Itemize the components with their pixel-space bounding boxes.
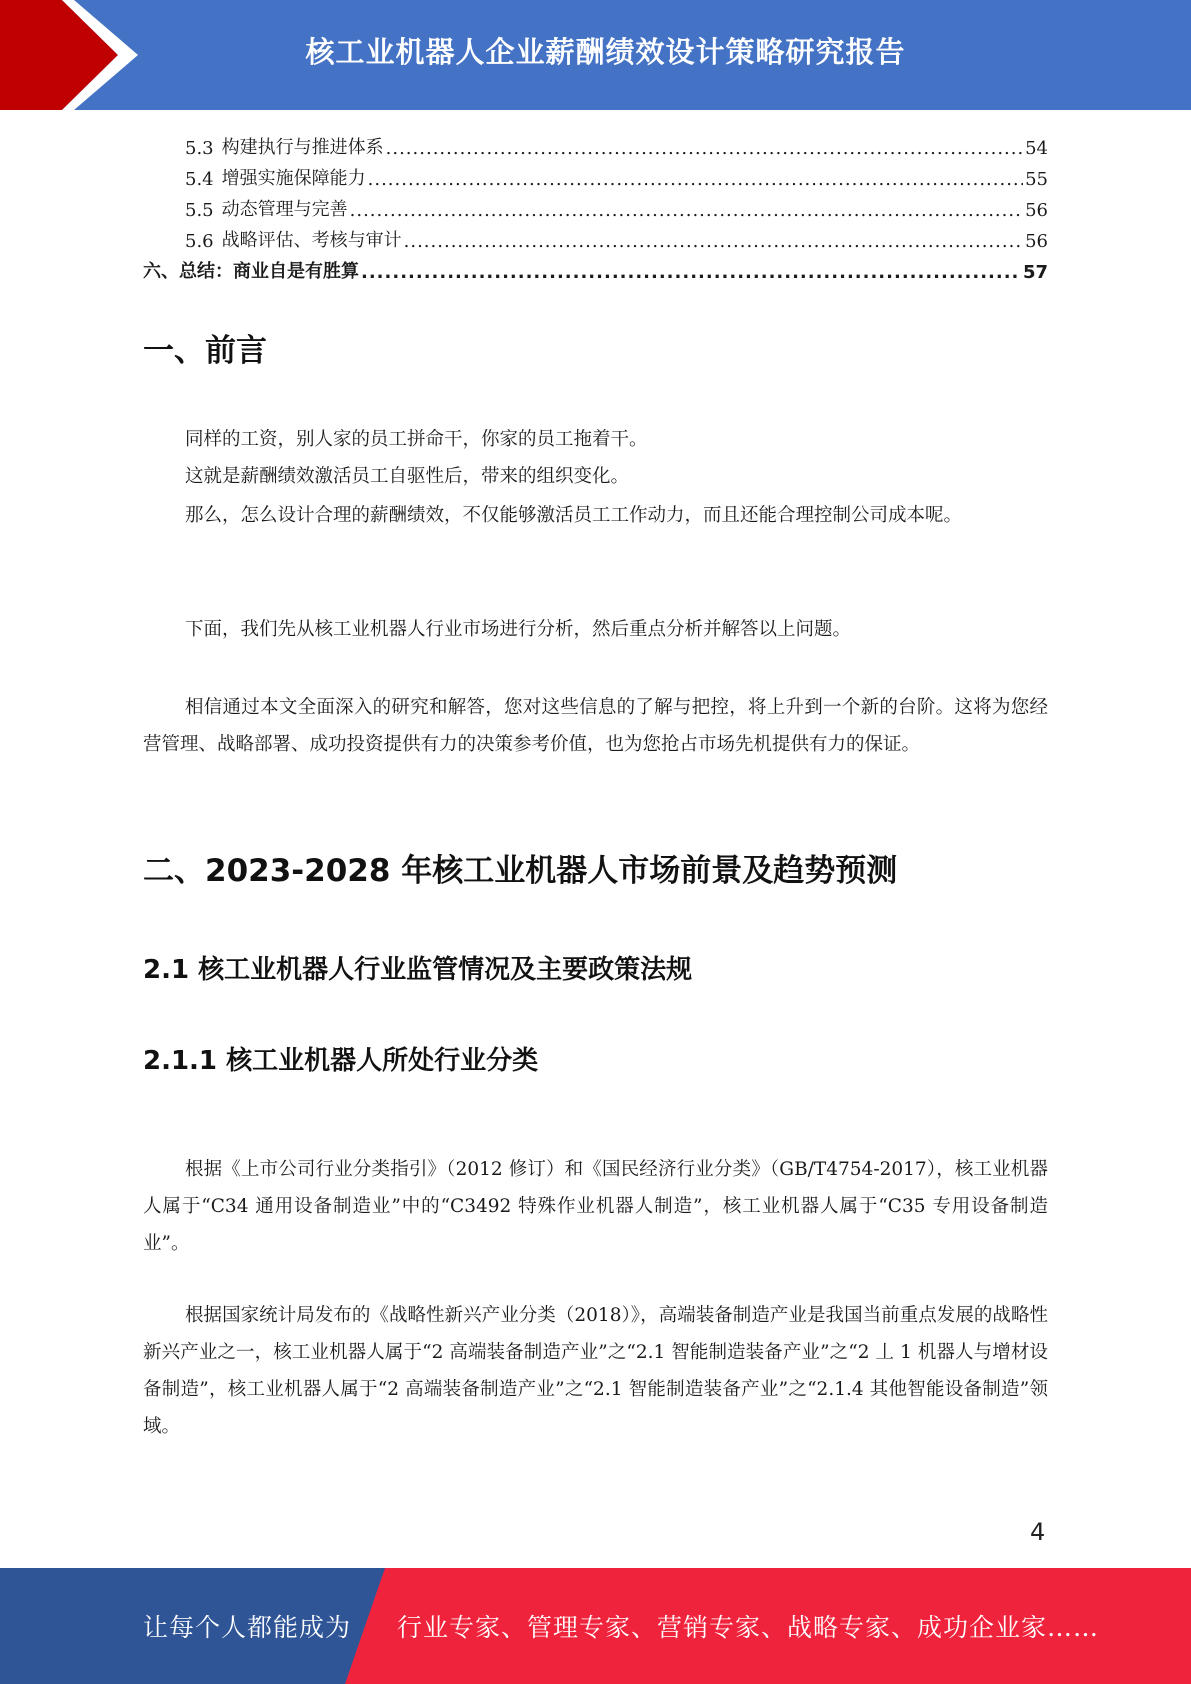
preface-paragraph: 这就是薪酬绩效激活员工自驱性后，带来的组织变化。: [185, 466, 630, 487]
forecast-heading: 二、2023-2028 年核工业机器人市场前景及趋势预测: [143, 853, 898, 889]
toc-item-label: 动态管理与完善: [221, 199, 348, 220]
toc-item[interactable]: [143, 159, 1048, 190]
preface-heading: 一、前言: [143, 333, 267, 369]
toc-item[interactable]: [143, 128, 1048, 159]
toc-item-page: 54: [1025, 138, 1048, 159]
toc-item-label: 增强实施保障能力: [221, 168, 366, 189]
toc-item-label: 战略评估、考核与审计: [221, 230, 402, 251]
preface-paragraph: 相信通过本文全面深入的研究和解答，您对这些信息的了解与把控，将上升到一个新的台阶。这将为您经营管理、战略部署、成功投资提供有力的决策参考价值，也为您抢占市场先机提供有力的保证。: [143, 697, 1048, 755]
classification-paragraph: 根据国家统计局发布的《战略性新兴产业分类（2018）》，高端装备制造产业是我国当前重点发展的战略性新兴产业之一，核工业机器人属于“2 高端装备制造产业”之“2.1 智能制造装备产业”之“2 丄 1 机器人与增材设备制造”，核工业机器人属于“2 高端装备制造产业”之“2.1 智能制造装备产业”之“2.1.4 其他智能设备制造”领域。: [143, 1305, 1048, 1437]
classification-paragraph: 根据《上市公司行业分类指引》（2012 修订）和《国民经济行业分类》（GB/T4754-2017），核工业机器人属于“C34 通用设备制造业”中的“C3492 特殊作业机器人制造”，核工业机器人属于“C35 专用设备制造业”。: [143, 1159, 1048, 1254]
preface-paragraph: 下面，我们先从核工业机器人行业市场进行分析，然后重点分析并解答以上问题。: [185, 619, 852, 640]
toc-item-number: 5.5: [185, 200, 214, 221]
toc-leader: [386, 138, 1023, 159]
table-of-contents: [143, 128, 1048, 283]
toc-item-page: 56: [1025, 200, 1048, 221]
footer-slogan-right: 行业专家、管理专家、营销专家、战略专家、成功企业家……: [397, 1613, 1100, 1642]
toc-item-page: 56: [1025, 231, 1048, 252]
toc-item-number: 5.3: [185, 138, 214, 159]
classification-heading: 2.1.1 核工业机器人所处行业分类: [143, 1046, 539, 1076]
toc-leader: [361, 262, 1021, 283]
toc-item-number: 5.4: [185, 169, 214, 190]
header-arrow-decoration: [0, 0, 150, 110]
toc-item-page: 57: [1022, 262, 1048, 283]
toc-leader: [404, 231, 1023, 252]
toc-item-number: 5.6: [185, 231, 214, 252]
toc-item-label: 构建执行与推进体系: [221, 137, 384, 158]
toc-item[interactable]: [143, 221, 1048, 252]
toc-item[interactable]: [143, 252, 1048, 283]
page-number: 4: [1030, 1518, 1046, 1546]
toc-leader: [350, 200, 1023, 221]
preface-paragraph: 同样的工资，别人家的员工拼命干，你家的员工拖着干。: [185, 429, 648, 450]
page-footer: [0, 1568, 1191, 1684]
toc-item[interactable]: [143, 190, 1048, 221]
toc-item-label: 六、总结：商业自是有胜算: [143, 261, 359, 282]
regulation-heading: 2.1 核工业机器人行业监管情况及主要政策法规: [143, 955, 693, 985]
report-title: 核工业机器人企业薪酬绩效设计策略研究报告: [305, 34, 906, 69]
toc-leader: [368, 169, 1023, 190]
page-header: [0, 0, 1191, 110]
footer-slogan-left: 让每个人都能成为: [143, 1613, 352, 1642]
preface-paragraph: 那么，怎么设计合理的薪酬绩效，不仅能够激活员工工作动力，而且还能合理控制公司成本呢。: [185, 505, 963, 526]
toc-item-page: 55: [1025, 169, 1048, 190]
